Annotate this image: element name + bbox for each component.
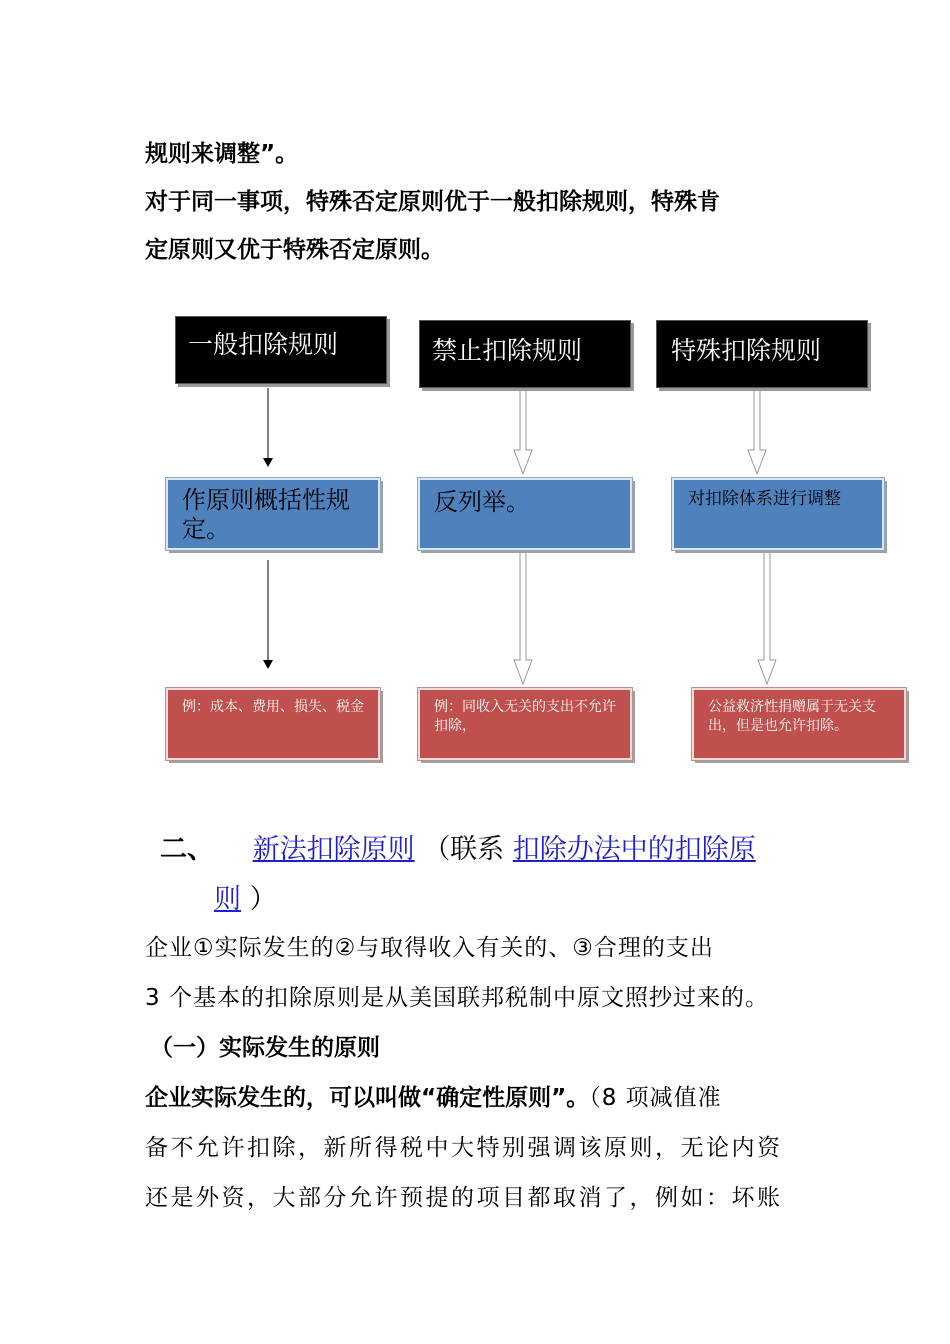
intro-line-1: 规则来调整”。	[145, 141, 299, 167]
arrow-head	[263, 660, 273, 669]
section-2-heading	[160, 830, 756, 870]
section-2-paren-close: ）	[249, 884, 277, 915]
box-general-rule	[175, 316, 387, 384]
box-special-rule-label: 特殊扣除规则	[671, 336, 822, 365]
box-general-rule-label: 一般扣除规则	[188, 330, 339, 359]
para-line-2: 备不允许扣除，新所得税中大特别强调该原则，无论内资	[145, 1135, 783, 1161]
section-2-number: 二、	[160, 834, 214, 865]
box-prohibit-rule	[419, 320, 631, 388]
box-example-donation-label: 公益救济性捐赠属于无关支出，但是也允许扣除。	[708, 699, 876, 734]
box-example-costs	[166, 688, 380, 760]
box-example-donation	[692, 688, 906, 760]
box-prohibit-rule-label: 禁止扣除规则	[432, 336, 583, 365]
box-reverse-list-label: 反列举。	[434, 488, 530, 516]
link-deduction-method-principles[interactable]: 扣除办法中的扣除原	[512, 834, 756, 865]
para-bold-part: 企业实际发生的，可以叫做“确定性原则”。	[145, 1085, 590, 1111]
box-example-unrelated	[418, 688, 632, 760]
box-reverse-list	[418, 478, 632, 550]
body-line-2: 3 个基本的扣除原则是从美国联邦税制中原文照抄过来的。	[145, 985, 769, 1011]
section-2-heading-cont	[214, 880, 277, 920]
section-2-paren-open: （联系	[423, 834, 505, 865]
box-principle-summary	[166, 478, 380, 550]
subheading-actual-occurrence: （一）实际发生的原则	[150, 1035, 380, 1061]
para-line-3: 还是外资，大部分允许预提的项目都取消了，例如：坏账	[145, 1185, 783, 1211]
box-adjust-system	[672, 478, 884, 550]
link-new-law-principles[interactable]: 新法扣除原则	[252, 834, 415, 865]
link-deduction-method-principles-cont[interactable]: 则	[214, 884, 241, 915]
box-example-unrelated-label: 例：同收入无关的支出不允许扣除，	[434, 699, 616, 734]
para-line-1	[145, 1082, 722, 1114]
arrow-hollow	[758, 552, 776, 684]
arrow-hollow	[514, 552, 532, 684]
intro-line-2: 对于同一事项，特殊否定原则优于一般扣除规则，特殊肯	[145, 189, 720, 215]
box-example-costs-label: 例：成本、费用、损失、税金	[182, 699, 364, 715]
box-principle-summary-label: 作原则概括性规定。	[182, 486, 350, 543]
box-adjust-system-label: 对扣除体系进行调整	[688, 489, 841, 509]
para-rest-1: （8 项减值准	[589, 1085, 722, 1111]
arrow-head	[263, 458, 273, 467]
body-line-1: 企业①实际发生的②与取得收入有关的、③合理的支出	[145, 935, 714, 961]
intro-line-3: 定原则又优于特殊否定原则。	[145, 237, 444, 263]
box-special-rule	[656, 320, 868, 388]
